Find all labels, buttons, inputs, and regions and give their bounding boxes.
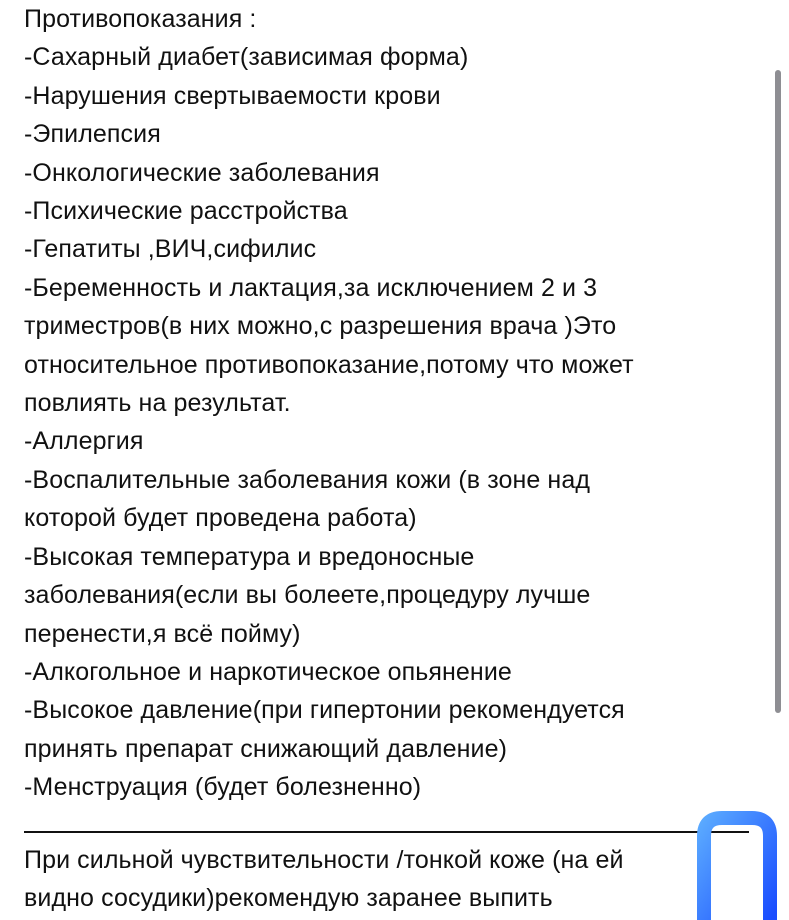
note-line: -Воспалительные заболевания кожи (в зоне над [24, 465, 591, 494]
app-logo-icon [690, 810, 782, 920]
note-line: триместров(в них можно,с разрешения врача )Это [24, 312, 617, 341]
note-line: Противопоказания : [24, 5, 257, 33]
note-line: -Гепатиты ,ВИЧ,сифилис [24, 235, 317, 264]
note-body[interactable] [24, 0, 759, 920]
note-line: повлиять на результат. [24, 389, 291, 418]
note-line: -Аллергия [24, 427, 144, 456]
note-line: -Онкологические заболевания [24, 158, 380, 187]
note-line: -Нарушения свертываемости крови [24, 81, 441, 110]
note-line: заболевания(если вы болеете,процедуру лучше [24, 581, 591, 610]
note-line: видно сосудики)рекомендую заранее выпить [24, 883, 553, 912]
vertical-scrollbar[interactable] [775, 70, 781, 713]
note-line: -Алкогольное и наркотическое опьянение [24, 657, 512, 686]
divider-line [24, 831, 749, 833]
note-line: При сильной чувствительности /тонкой коже (на ей [24, 845, 624, 874]
note-line: -Психические расстройства [24, 197, 348, 226]
note-line: которой будет проведена работа) [24, 504, 417, 533]
note-line: относительное противопоказание,потому что может [24, 350, 634, 379]
note-line: принять препарат снижающий давление) [24, 734, 507, 763]
note-line: -Сахарный диабет(зависимая форма) [24, 43, 469, 72]
note-line: -Беременность и лактация,за исключением 2 и 3 [24, 273, 598, 302]
note-line: -Высокое давление(при гипертонии рекомендуется [24, 696, 625, 725]
note-line: перенести,я всё пойму) [24, 619, 301, 648]
note-line: -Высокая температура и вредоносные [24, 542, 475, 571]
note-line: -Менструация (будет болезненно) [24, 773, 422, 802]
note-line: -Эпилепсия [24, 120, 161, 149]
